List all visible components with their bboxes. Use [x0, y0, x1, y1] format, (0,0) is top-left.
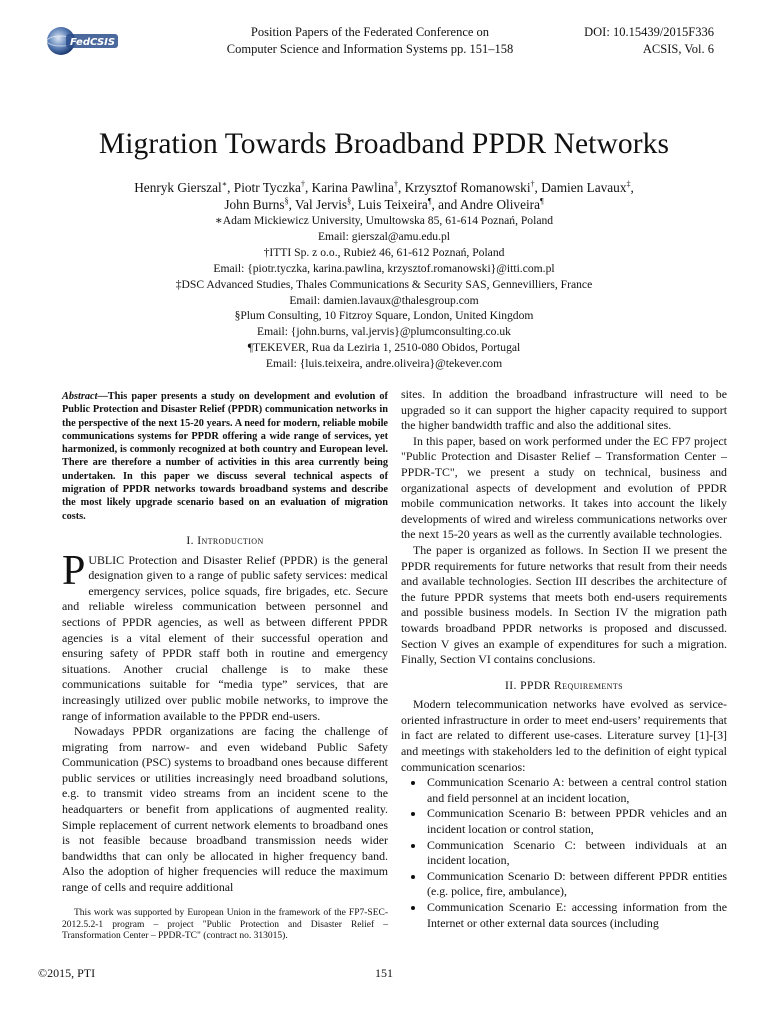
author-name: Luis Teixeira	[357, 196, 428, 212]
author-name: John Burns	[224, 196, 285, 212]
author-mark: †	[300, 179, 305, 189]
abstract-text: —This paper presents a study on development and evolution of Public Protection and Disaster Relief (PPDR) communication networks in the perspective of the next 15-20 years. A need for modern, reliable mobile communications systems for PPDR offering a wide range of services, yet harmonized, is commonly recognized at both country and European level. There are therefore a number of activities in this area currently being undertaken. In this paper we discuss several technical aspects of migration of PPDR networks towards broadband systems and describe the most likely upgrade scenario based on an evaluation of migration costs.	[62, 391, 388, 522]
author-mark: †	[393, 179, 398, 189]
affiliation-email: Email: damien.lavaux@thalesgroup.com	[289, 293, 479, 307]
intro-paragraph-continued: sites. In addition the broadband infrastructure will need to be upgraded so it can support the higher capacity required to support the higher bandwidth traffic and also the additional sites.	[401, 387, 727, 433]
left-column	[62, 390, 388, 896]
list-item: • Communication Scenario C: between individuals at an incident location,	[425, 838, 727, 869]
running-header-venue	[200, 24, 540, 58]
requirements-paragraph-1: Modern telecommunication networks have evolved as service-oriented infrastructure in order to meet end-users’ requirements that in fact are related to different use-cases. Literature survey [1]-[3] and meetings with stakeholders led to the definition of eight typical communication scenarios:	[401, 697, 727, 774]
scenario-list	[401, 775, 727, 931]
page-number: 151	[375, 966, 393, 980]
affiliation-email: Email: gierszal@amu.edu.pl	[317, 229, 451, 243]
header-venue-line1: Position Papers of the Federated Conference on	[250, 25, 490, 39]
author-mark: †	[530, 179, 535, 189]
author-mark: §	[284, 196, 289, 206]
abstract	[62, 390, 388, 523]
author-line-1: Henryk Gierszal∗, Piotr Tyczka†, Karina Pawlina†, Krzysztof Romanowski†, Damien Lavaux‡,	[134, 179, 634, 195]
abstract-label: Abstract	[62, 391, 98, 402]
list-item: • Communication Scenario E: accessing information from the Internet or other external data sources (including	[425, 900, 727, 931]
conference-logo	[44, 24, 124, 58]
affiliation-line: †ITTI Sp. z o.o., Rubież 46, 61-612 Poznań, Poland	[263, 245, 505, 259]
header-venue-line2: Computer Science and Information Systems pp. 151–158	[226, 42, 514, 56]
author-mark: ¶	[540, 196, 544, 206]
section-heading-requirements: II. PPDR Requirements	[505, 678, 623, 692]
list-item: • Communication Scenario B: between PPDR vehicles and an incident location or control station,	[425, 806, 727, 837]
author-line-2: John Burns§, Val Jervis§, Luis Teixeira¶, and Andre Oliveira¶	[224, 196, 544, 212]
affiliation-line: ¶TEKEVER, Rua da Leziria 1, 2510-080 Obidos, Portugal	[247, 341, 521, 355]
author-mark: ∗	[221, 179, 228, 189]
author-list	[60, 180, 708, 213]
affiliation-email: Email: {piotr.tyczka, karina.pawlina, krzysztof.romanowski}@itti.com.pl	[213, 261, 555, 275]
running-header-doi	[540, 24, 714, 58]
drop-cap: P	[62, 547, 86, 594]
author-name: Piotr Tyczka	[233, 180, 301, 195]
author-name: Val Jervis	[295, 196, 348, 212]
header-volume: ACSIS, Vol. 6	[642, 42, 714, 56]
list-item: • Communication Scenario A: between a central control station and field personnel at an incident location,	[425, 775, 727, 806]
affiliation-email: Email: {luis.teixeira, andre.oliveira}@tekever.com	[265, 357, 503, 371]
right-column	[401, 387, 727, 931]
header-doi[interactable]: DOI: 10.15439/2015F336	[584, 25, 714, 39]
author-name: Krzysztof Romanowski	[404, 180, 531, 195]
section-heading-introduction: I. Introduction	[186, 533, 264, 547]
intro-paragraph-2: Nowadays PPDR organizations are facing the challenge of migrating from narrow- and even wideband Public Safety Communication (PSC) systems to broadband ones because different public services or utilities increasingly need broadband solutions, e.g. to transmit video streams from an incident scene to the headquarters or benefit from applications of augmented reality. Simple replacement of current network elements to broadband ones is not feasible because broadband transmission needs wider bandwidths that can only be allocated in higher frequency band. Also the adoption of higher frequencies will reduce the maximum range of cells and require additional	[62, 724, 388, 895]
author-name: Andre Oliveira	[459, 196, 541, 212]
intro-paragraph-3: In this paper, based on work performed under the EC FP7 project "Public Protection and Disaster Relief – Transformation Center – PPDR-TC", we present a study on technical, business and organizational aspects of development and evolution of PPDR mobile communication networks. It takes into account the likely developments of wired and wireless communications networks over the next 15-20 years as well as the currently available technologies.	[401, 433, 727, 542]
author-name: Karina Pawlina	[311, 180, 394, 195]
affiliation-line: ∗Adam Mickiewicz University, Umultowska 85, 61-614 Poznań, Poland	[214, 214, 554, 227]
logo-text: FedCSIS	[70, 37, 116, 48]
intro-paragraph-4: The paper is organized as follows. In Section II we present the PPDR requirements for future networks that result from their needs and available technologies. Section III describes the architecture of the future PPDR systems that meets both end-users requirements and possible business models. In Section IV the migration path towards broadband PPDR networks is proposed and discussed. Section V gives an example of expenditures for such a migration. Finally, Section VI contains conclusions.	[401, 542, 727, 667]
intro-paragraph-1-text: UBLIC Protection and Disaster Relief (PPDR) is the general designation given to a range of public safety services: medical emergency services, police squads, fire brigades, etc. Secure and reliable wireless communication between personnel and sections of PPDR agencies, as well as between different PPDR agencies is a vital element of their successful operation and ensuring safety of PPDR staff both in routine and emergency situations. Another crucial challenge is to make these communications suitable for “media type” services, that are increasingly utilized over public mobile networks, to improve the range of information available to the PPDR end-users.	[62, 552, 388, 723]
list-item: • Communication Scenario D: between different PPDR entities (e.g. police, fire, ambulance),	[425, 869, 727, 900]
author-mark: ‡	[626, 179, 631, 189]
affiliation-email: Email: {john.burns, val.jervis}@plumconsulting.co.uk	[257, 325, 511, 339]
affiliation-line: §Plum Consulting, 10 Fitzroy Square, London, United Kingdom	[234, 309, 534, 323]
intro-paragraph-1	[62, 547, 388, 725]
paper-title: Migration Towards Broadband PPDR Networks	[98, 128, 670, 160]
affiliation-list	[60, 213, 708, 372]
author-name: Damien Lavaux	[541, 180, 627, 195]
author-mark: ¶	[427, 196, 432, 206]
copyright-notice: ©2015, PTI	[38, 966, 96, 980]
author-name: Henryk Gierszal	[134, 180, 222, 195]
author-mark: §	[347, 196, 352, 206]
funding-footnote: This work was supported by European Union in the framework of the FP7-SEC-2012.5.2-1 program – project "Public Protection and Disaster Relief – Transformation Center – PPDR-TC" (contract no. 313015).	[62, 908, 388, 941]
affiliation-line: ‡DSC Advanced Studies, Thales Communications & Security SAS, Gennevilliers, France	[175, 277, 593, 291]
